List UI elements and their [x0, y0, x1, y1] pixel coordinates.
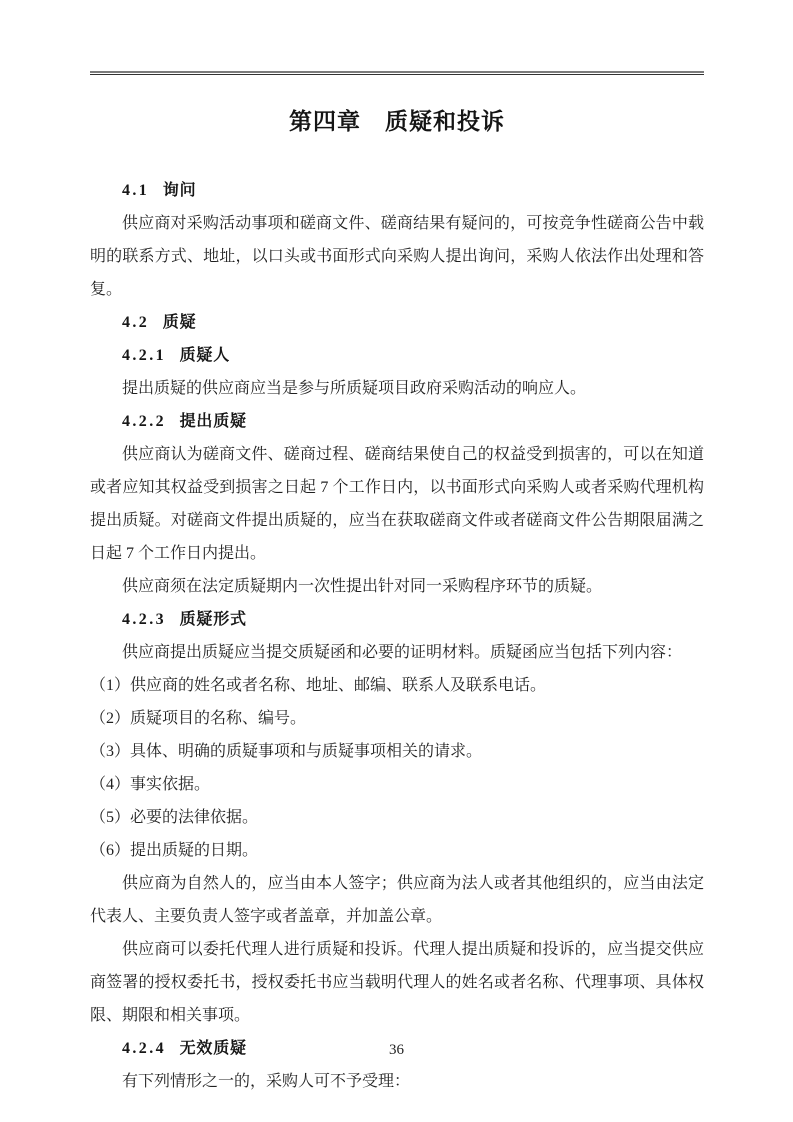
list-item-4: （4）事实依据。 [90, 776, 211, 793]
header-rule-thin-line [90, 74, 704, 75]
list-item-3: （3）具体、明确的质疑事项和与质疑事项相关的请求。 [90, 743, 483, 760]
list-item-5: （5）必要的法律依据。 [90, 809, 259, 826]
heading-number: 4.2.2 [122, 413, 166, 430]
paragraph: 供应商可以委托代理人进行质疑和投诉。代理人提出质疑和投诉的，应当提交供应商签署的授权委托书，授权委托书应当载明代理人的姓名或者名称、代理事项、具体权限、期限和相关事项。 [90, 941, 704, 1024]
heading-label: 提出质疑 [179, 413, 247, 430]
paragraph: 供应商为自然人的，应当由本人签字；供应商为法人或者其他组织的，应当由法定代表人、主要负责人签字或者盖章，并加盖公章。 [90, 875, 704, 925]
section-heading-4-2-2 [90, 405, 704, 438]
section-heading-4-2 [90, 306, 704, 339]
heading-number: 4.1 [122, 182, 150, 199]
heading-label: 询问 [162, 182, 197, 199]
heading-label: 质疑人 [179, 347, 230, 364]
list-item-2: （2）质疑项目的名称、编号。 [90, 710, 307, 727]
paragraph: 供应商对采购活动事项和磋商文件、磋商结果有疑问的，可按竞争性磋商公告中载明的联系方式、地址，以口头或书面形式向采购人提出询问，采购人依法作出处理和答复。 [90, 215, 704, 298]
paragraph: 提出质疑的供应商应当是参与所质疑项目政府采购活动的响应人。 [122, 380, 587, 397]
page-content [90, 105, 704, 1098]
header-rule-thick-line [90, 71, 704, 73]
header-rule [90, 71, 704, 75]
list-item-6: （6）提出质疑的日期。 [90, 842, 259, 859]
heading-number: 4.2.1 [122, 347, 166, 364]
page-number: 36 [389, 1042, 404, 1058]
heading-label: 质疑形式 [179, 611, 247, 628]
paragraph: 供应商认为磋商文件、磋商过程、磋商结果使自己的权益受到损害的，可以在知道或者应知其权益受到损害之日起 7 个工作日内，以书面形式向采购人或者采购代理机构提出质疑。对磋商文件提出质疑的，应当在获取磋商文件或者磋商文件公告期限届满之日起 7 个工作日内提出。 [90, 446, 704, 562]
section-heading-4-2-1 [90, 339, 704, 372]
paragraph: 供应商提出质疑应当提交质疑函和必要的证明材料。质疑函应当包括下列内容： [122, 644, 683, 661]
paragraph: 有下列情形之一的，采购人可不予受理： [122, 1073, 411, 1090]
chapter-title: 第四章 质疑和投诉 [289, 109, 505, 134]
heading-number: 4.2.3 [122, 611, 166, 628]
list-item-1: （1）供应商的姓名或者名称、地址、邮编、联系人及联系电话。 [90, 677, 547, 694]
heading-label: 无效质疑 [179, 1040, 247, 1057]
heading-number: 4.2.4 [122, 1040, 166, 1057]
paragraph: 供应商须在法定质疑期内一次性提出针对同一采购程序环节的质疑。 [122, 578, 603, 595]
section-heading-4-2-3 [90, 603, 704, 636]
section-heading-4-1 [90, 174, 704, 207]
heading-number: 4.2 [122, 314, 150, 331]
heading-label: 质疑 [162, 314, 197, 331]
